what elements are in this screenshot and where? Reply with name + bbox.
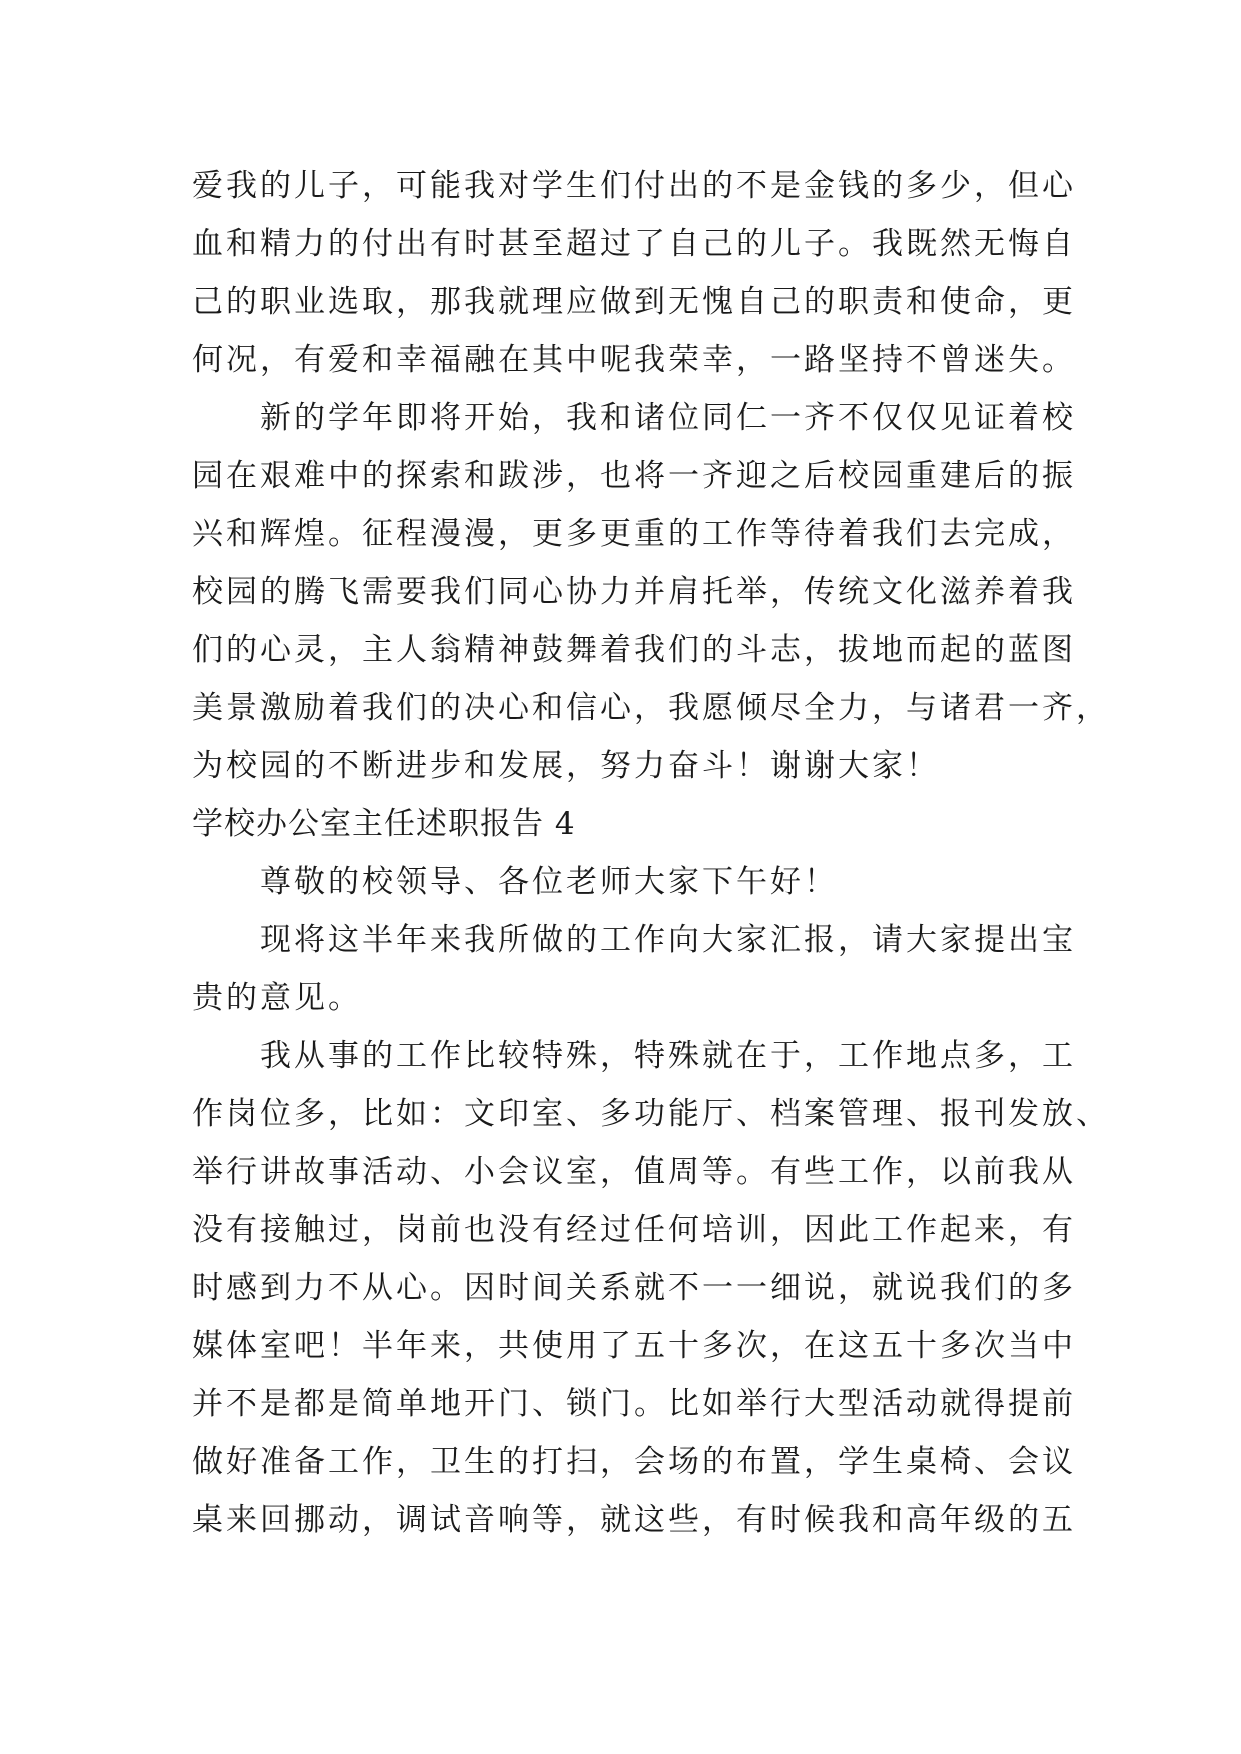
text-line: 己的职业选取，那我就理应做到无愧自己的职责和使命，更 (192, 284, 1076, 320)
text-line: 时感到力不从心。因时间关系就不一一细说，就说我们的多 (192, 1270, 1076, 1306)
text-line: 新的学年即将开始，我和诸位同仁一齐不仅仅见证着校 (192, 400, 1076, 436)
text-line: 桌来回挪动，调试音响等，就这些，有时候我和高年级的五 (192, 1502, 1076, 1538)
text-line: 作岗位多，比如：文印室、多功能厅、档案管理、报刊发放、 (192, 1096, 1110, 1132)
body-text (192, 157, 1110, 1549)
text-line: 并不是都是简单地开门、锁门。比如举行大型活动就得提前 (192, 1386, 1076, 1422)
text-line: 们的心灵，主人翁精神鼓舞着我们的斗志，拔地而起的蓝图 (192, 632, 1076, 668)
text-line: 举行讲故事活动、小会议室，值周等。有些工作，以前我从 (192, 1154, 1076, 1190)
text-line: 媒体室吧！半年来，共使用了五十多次，在这五十多次当中 (192, 1328, 1076, 1364)
text-line: 校园的腾飞需要我们同心协力并肩托举，传统文化滋养着我 (192, 574, 1076, 610)
text-line: 尊敬的校领导、各位老师大家下午好！ (192, 864, 838, 900)
text-line: 美景激励着我们的决心和信心，我愿倾尽全力，与诸君一齐， (192, 690, 1110, 726)
text-line: 血和精力的付出有时甚至超过了自己的儿子。我既然无悔自 (192, 226, 1076, 262)
text-line: 我从事的工作比较特殊，特殊就在于，工作地点多，工 (192, 1038, 1076, 1074)
text-line: 园在艰难中的探索和跋涉，也将一齐迎之后校园重建后的振 (192, 458, 1076, 494)
text-line: 爱我的儿子，可能我对学生们付出的不是金钱的多少，但心 (192, 168, 1076, 204)
text-line: 兴和辉煌。征程漫漫，更多更重的工作等待着我们去完成， (192, 516, 1076, 552)
text-line: 为校园的不断进步和发展，努力奋斗！谢谢大家！ (192, 748, 940, 784)
text-line: 做好准备工作，卫生的打扫，会场的布置，学生桌椅、会议 (192, 1444, 1076, 1480)
section-heading: 学校办公室主任述职报告 4 (192, 806, 576, 842)
text-line: 贵的意见。 (192, 980, 362, 1016)
text-line: 现将这半年来我所做的工作向大家汇报，请大家提出宝 (192, 922, 1076, 958)
text-line: 没有接触过，岗前也没有经过任何培训，因此工作起来，有 (192, 1212, 1076, 1248)
text-line: 何况，有爱和幸福融在其中呢我荣幸，一路坚持不曾迷失。 (192, 342, 1076, 378)
